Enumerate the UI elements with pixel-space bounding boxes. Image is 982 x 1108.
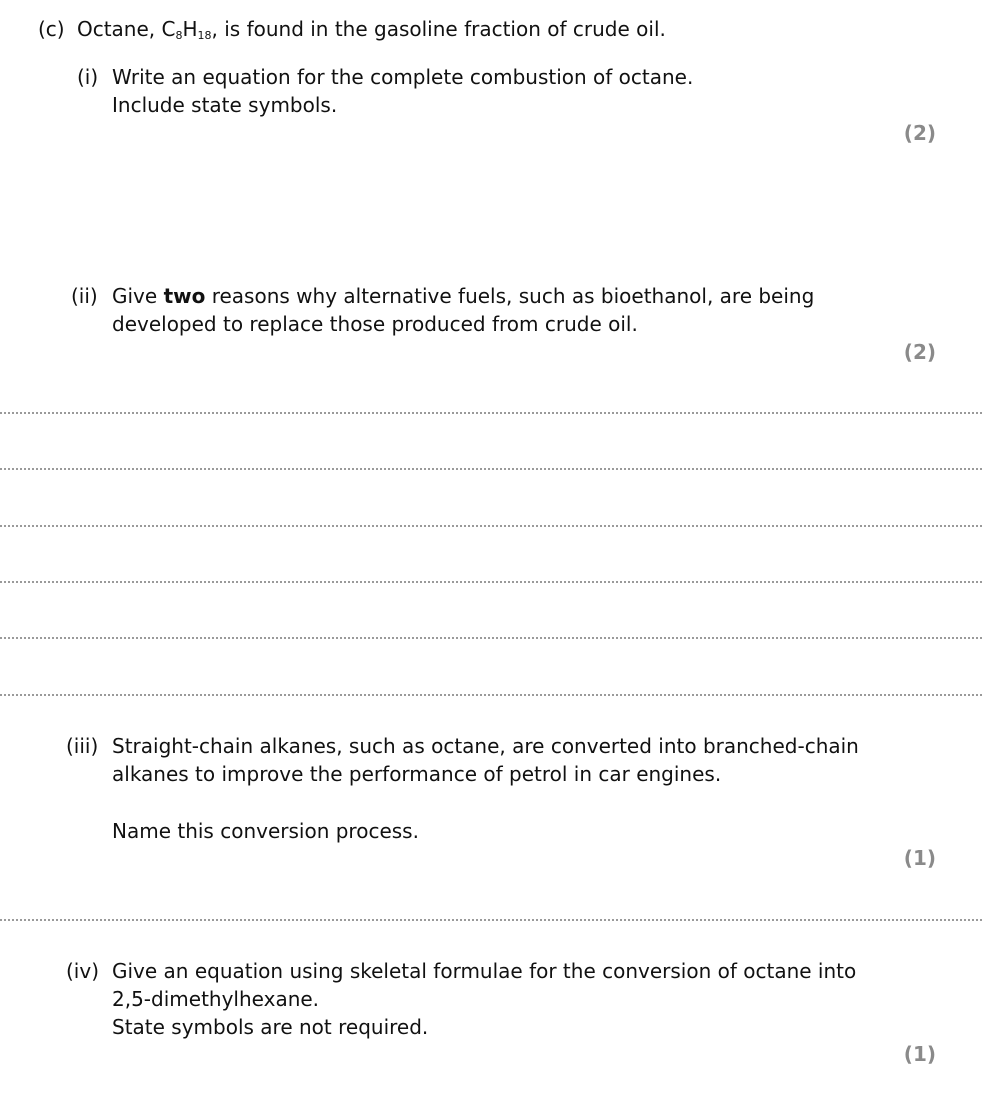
question-ii-line2: developed to replace those produced from crude oil. <box>112 312 638 336</box>
question-i-label: (i) <box>77 65 99 89</box>
part-c-label: (c) <box>38 17 65 41</box>
question-iv-label: (iv) <box>66 959 99 983</box>
question-i-line2: Include state symbols. <box>112 93 338 117</box>
question-iii-line2: alkanes to improve the performance of petrol in car engines. <box>112 762 722 786</box>
question-i-line1: Write an equation for the complete combustion of octane. <box>112 65 694 89</box>
answer-line-ii-6[interactable] <box>0 694 982 696</box>
question-ii-marks: (2) <box>903 340 936 364</box>
answer-line-ii-1[interactable] <box>0 412 982 414</box>
emphasis-two: two <box>163 284 206 308</box>
answer-line-ii-4[interactable] <box>0 581 982 583</box>
answer-line-ii-5[interactable] <box>0 637 982 639</box>
question-iii-line3: Name this conversion process. <box>112 819 419 843</box>
question-iii-label: (iii) <box>66 734 99 758</box>
question-iv-line2: 2,5-dimethylhexane. <box>112 987 320 1011</box>
question-iv-marks: (1) <box>903 1042 936 1066</box>
answer-line-iii[interactable] <box>0 919 982 921</box>
question-iv-line1: Give an equation using skeletal formulae for the conversion of octane into <box>112 959 857 983</box>
answer-line-ii-3[interactable] <box>0 525 982 527</box>
question-iv-line3: State symbols are not required. <box>112 1015 429 1039</box>
answer-line-ii-2[interactable] <box>0 468 982 470</box>
question-ii-line1: Give two reasons why alternative fuels, such as bioethanol, are being <box>112 284 815 308</box>
question-iii-line1: Straight-chain alkanes, such as octane, are converted into branched-chain <box>112 734 859 758</box>
question-c-stem <box>38 15 666 43</box>
question-i-marks: (2) <box>903 121 936 145</box>
question-iii-marks: (1) <box>903 846 936 870</box>
part-c-text: Octane, $C_8H_{18}$, is found in the gasoline fraction of crude oil. <box>76 17 666 42</box>
question-ii-label: (ii) <box>71 284 98 308</box>
